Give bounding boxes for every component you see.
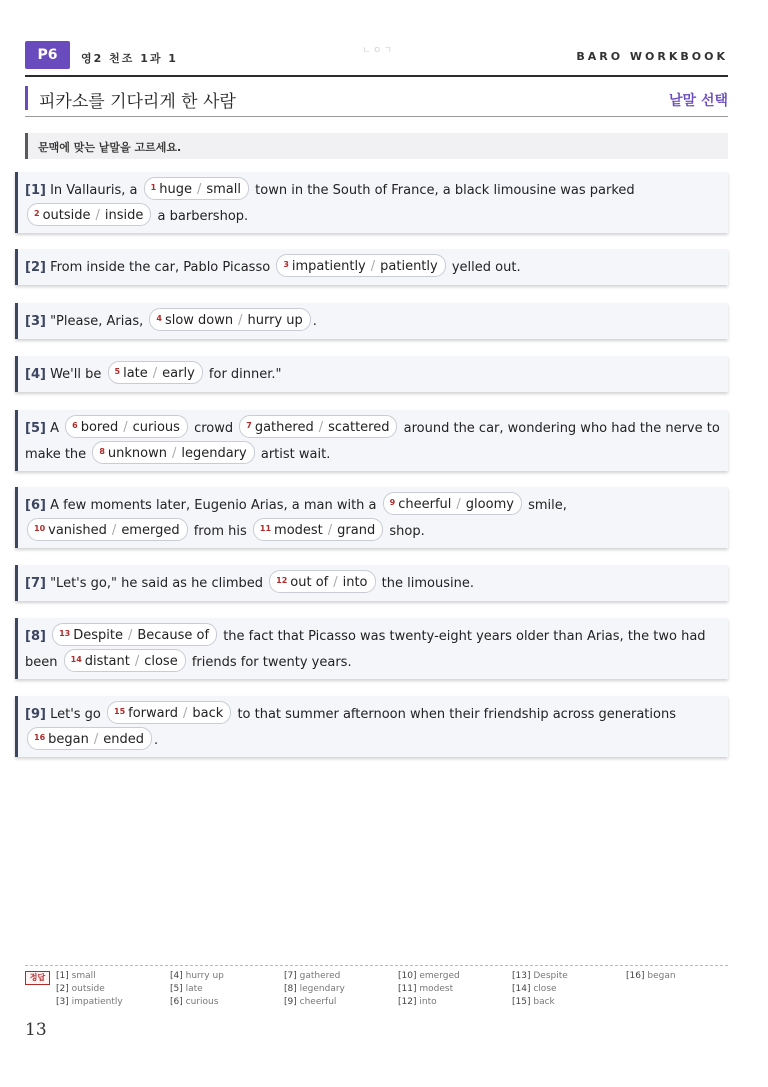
answer-item: [13] Despite	[512, 971, 568, 981]
blank-number: 1	[150, 183, 157, 192]
choice-option[interactable]: forward	[128, 706, 178, 721]
choice-box[interactable]: $^2$ outside / inside	[27, 203, 151, 226]
question-text: from his	[193, 524, 247, 539]
choice-box[interactable]: $^8$ unknown / legendary	[92, 441, 254, 464]
question-text: artist wait.	[260, 447, 331, 462]
page-badge: P6	[25, 41, 70, 69]
question-item	[15, 249, 728, 285]
blank-number: 10	[34, 524, 46, 533]
question-text: a barbershop.	[157, 209, 249, 224]
question-text: crowd	[194, 421, 234, 436]
choice-option[interactable]: began	[48, 732, 89, 747]
question-text: for dinner."	[208, 367, 282, 382]
answer-column	[170, 970, 224, 1009]
answer-item: [6] curious	[170, 997, 219, 1007]
choice-box[interactable]: $^5$ late / early	[108, 361, 203, 384]
choice-option[interactable]: impatiently	[291, 259, 366, 274]
choice-option[interactable]: out of	[290, 575, 329, 590]
choice-option[interactable]: late	[123, 366, 148, 381]
choice-option[interactable]: legendary	[181, 446, 247, 461]
question-number: [4]	[25, 367, 46, 382]
choice-option[interactable]: grand	[337, 523, 376, 538]
question-text: A few moments later, Eugenio Arias, a man with a	[50, 498, 377, 513]
question-item	[15, 487, 728, 548]
answer-item: [15] back	[512, 997, 555, 1007]
answer-item: [16] began	[626, 971, 676, 981]
blank-number: 5	[114, 367, 121, 376]
instruction-box	[25, 133, 728, 159]
question-text: the limousine.	[381, 576, 474, 591]
choice-option[interactable]: patiently	[380, 259, 438, 274]
choice-option[interactable]: small	[206, 182, 242, 197]
question-item	[15, 565, 728, 601]
choice-box[interactable]: $^6$ bored / curious	[65, 415, 188, 438]
choice-option[interactable]: gloomy	[465, 497, 514, 512]
choice-option[interactable]: ended	[103, 732, 144, 747]
answer-item: [10] emerged	[398, 971, 460, 981]
question-item	[15, 618, 728, 679]
question-text: From inside the car, Pablo Picasso	[50, 260, 271, 275]
choice-option[interactable]: early	[162, 366, 195, 381]
choice-option[interactable]: scattered	[328, 420, 390, 435]
choice-option[interactable]: unknown	[107, 446, 167, 461]
choice-option[interactable]: close	[144, 654, 178, 669]
question-number: [9]	[25, 707, 46, 722]
question-item	[15, 696, 728, 757]
choice-box[interactable]: $^1$ huge / small	[144, 177, 249, 200]
question-text: Let's go	[50, 707, 101, 722]
choice-box[interactable]: $^{11}$ modest / grand	[253, 518, 383, 541]
question-item	[15, 356, 728, 392]
choice-box[interactable]: $^3$ impatiently / patiently	[276, 254, 445, 277]
choice-option[interactable]: emerged	[121, 523, 180, 538]
blank-number: 9	[389, 498, 396, 507]
choice-box[interactable]: $^{13}$ Despite / Because of	[52, 623, 217, 646]
question-number: [3]	[25, 314, 46, 329]
answer-item: [11] modest	[398, 984, 454, 994]
choice-box[interactable]: $^7$ gathered / scattered	[239, 415, 397, 438]
blank-number: 13	[59, 629, 71, 638]
watermark: ㄴㅇㄱ	[362, 46, 395, 56]
question-text: friends for twenty years.	[191, 655, 352, 670]
choice-option[interactable]: Despite	[73, 628, 123, 643]
question-text: shop.	[389, 524, 425, 539]
blank-number: 2	[34, 209, 40, 218]
choice-box[interactable]: $^{14}$ distant / close	[64, 649, 186, 672]
choice-box[interactable]: $^4$ slow down / hurry up	[149, 308, 310, 331]
question-text: around the car, wondering who had the nerve to make the	[25, 421, 720, 462]
title-row	[25, 86, 728, 117]
blank-number: 6	[72, 421, 78, 430]
answer-label: 정답	[25, 971, 50, 985]
question-text: We'll be	[50, 367, 102, 382]
page-number: 13	[25, 1020, 47, 1040]
title-accent-bar	[25, 86, 28, 110]
question-number: [8]	[25, 629, 46, 644]
page-title: 피카소를 기다리게 한 사람	[39, 92, 236, 112]
blank-number: 12	[276, 576, 288, 585]
choice-option[interactable]: Because of	[137, 628, 210, 643]
question-number: [2]	[25, 260, 46, 275]
question-text: the fact that Picasso was twenty-eight years older than Arias, the two had been	[25, 629, 706, 670]
question-item	[15, 303, 728, 339]
answer-column	[398, 970, 460, 1009]
choice-box[interactable]: $^{12}$ out of / into	[269, 570, 375, 593]
question-text: A	[50, 421, 59, 436]
choice-option[interactable]: slow down	[164, 313, 234, 328]
blank-number: 4	[156, 314, 162, 323]
answer-column	[512, 970, 568, 1009]
choice-option[interactable]: hurry up	[247, 313, 303, 328]
answer-column	[626, 970, 676, 983]
question-text: town in the South of France, a black limousine was parked	[255, 183, 635, 198]
choice-option[interactable]: back	[192, 706, 224, 721]
answer-item: [1] small	[56, 971, 96, 981]
question-text: "Please, Arias,	[50, 314, 144, 329]
choice-box[interactable]: $^{10}$ vanished / emerged	[27, 518, 188, 541]
choice-option[interactable]: gathered	[254, 420, 314, 435]
choice-box[interactable]: $^9$ cheerful / gloomy	[383, 492, 522, 515]
brand-label: BARO WORKBOOK	[576, 50, 728, 63]
answer-item: [14] close	[512, 984, 557, 994]
choice-option[interactable]: curious	[132, 420, 180, 435]
blank-number: 14	[70, 655, 82, 664]
question-number: [1]	[25, 183, 46, 198]
question-text: .	[154, 733, 159, 748]
choice-box[interactable]: $^{15}$ forward / back	[107, 701, 231, 724]
blank-number: 16	[34, 733, 46, 742]
answer-item: [9] cheerful	[284, 997, 337, 1007]
blank-number: 15	[114, 707, 126, 716]
choice-option[interactable]: outside	[42, 208, 91, 223]
choice-option[interactable]: huge	[159, 182, 192, 197]
blank-number: 8	[99, 447, 105, 456]
answer-column	[284, 970, 345, 1009]
instruction-text: 문맥에 맞는 낱말을 고르세요.	[38, 141, 182, 154]
choice-option[interactable]: modest	[274, 523, 323, 538]
answer-item: [5] late	[170, 984, 203, 994]
question-text: smile,	[528, 498, 567, 513]
choice-option[interactable]: bored	[80, 420, 119, 435]
choice-option[interactable]: into	[342, 575, 368, 590]
answer-item: [12] into	[398, 997, 437, 1007]
blank-number: 7	[246, 421, 252, 430]
choice-option[interactable]: inside	[104, 208, 144, 223]
answer-item: [2] outside	[56, 984, 105, 994]
answer-column	[56, 970, 123, 1009]
choice-box[interactable]: $^{16}$ began / ended	[27, 727, 152, 750]
question-number: [7]	[25, 576, 46, 591]
question-item	[15, 410, 728, 471]
question-text: "Let's go," he said as he climbed	[50, 576, 263, 591]
section-tag: 낱말 선택	[669, 93, 728, 109]
question-number: [6]	[25, 498, 46, 513]
question-text: In Vallauris, a	[50, 183, 138, 198]
question-text: yelled out.	[451, 260, 521, 275]
blank-number: 11	[259, 524, 272, 533]
course-label: 영2 천조 1과 1	[81, 52, 178, 65]
answer-item: [4] hurry up	[170, 971, 224, 981]
answer-item: [7] gathered	[284, 971, 341, 981]
choice-option[interactable]: cheerful	[398, 497, 452, 512]
answer-divider	[25, 965, 728, 966]
question-number: [5]	[25, 421, 46, 436]
choice-option[interactable]: vanished	[48, 523, 107, 538]
question-text: .	[312, 314, 317, 329]
answer-item: [8] legendary	[284, 984, 345, 994]
question-text: to that summer afternoon when their friendship across generations	[237, 707, 676, 722]
choice-option[interactable]: distant	[84, 654, 130, 669]
question-item	[15, 172, 728, 233]
answer-item: [3] impatiently	[56, 997, 123, 1007]
blank-number: 3	[283, 260, 289, 269]
